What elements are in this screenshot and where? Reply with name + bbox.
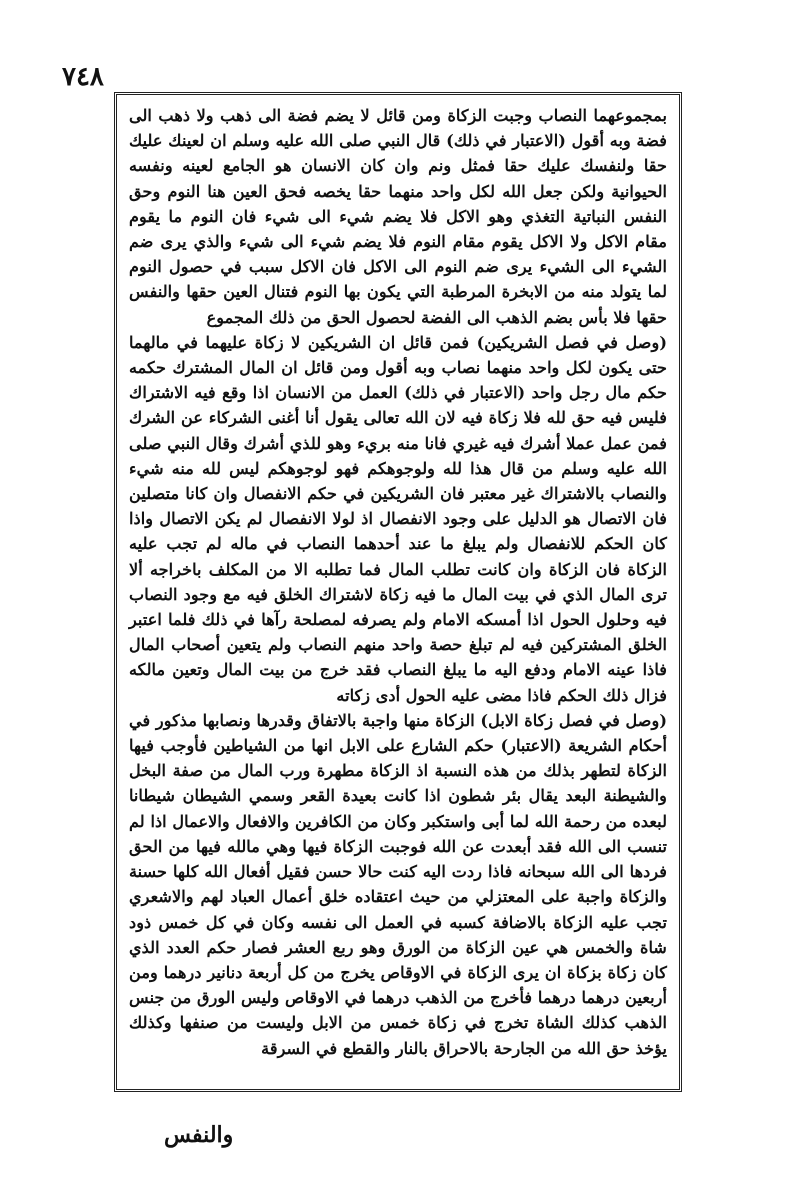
page-number: ٧٤٨ <box>62 62 104 92</box>
text-frame <box>114 92 682 1092</box>
paragraph-gold-silver: بمجموعهما النصاب وجبت الزكاة ومن قائل لا يضم فضة الى ذهب ولا ذهب الى فضة وبه أقول (الاعتبار في ذلك) قال النبي صلى الله عليه وسلم ان لعينك عليك حقا ولنفسك عليك حقا فمثل ونم وان كان الانسان هو الجامع لعينه ونفسه الحيوانية ولكن جعل الله لكل واحد منهما حقا يخصه فحق العين هنا النوم وحق النفس النباتية التغذي وهو الاكل فلا يضم شيء الى شيء فان النوم ما يقوم مقام الاكل ولا الاكل يقوم مقام النوم فلا يضم شيء الى شيء والذي يرى ضم الشيء الى الشيء يرى ضم النوم الى الاكل فان الاكل سبب في حصول النوم لما يتولد منه من الابخرة المرطبة التي يكون بها النوم فتنال العين حقها والنفس حقها فلا بأس بضم الذهب الى الفضة لحصول الحق من ذلك المجموع <box>129 106 667 327</box>
paragraph-camels-zakat: (وصل في فصل زكاة الابل) الزكاة منها واجبة بالاتفاق وقدرها ونصابها مذكور في أحكام الشريعة (الاعتبار) حكم الشارع على الابل انها من الشياطين فأوجب فيها الزكاة لتطهر بذلك من هذه النسبة اذ الزكاة مطهرة ورب المال من صفة البخل والشيطنة البعد يقال بئر شطون اذا كانت بعيدة القعر وسمي الشيطان شيطانا لبعده من رحمة الله لما أبى واستكبر وكان من الكافرين والافعال والاعمال اذا لم تنسب الى الله فقد أبعدت عن الله فوجبت الزكاة فيها وهي مالله فيها من الحق فردها الى الله سبحانه فاذا ردت اليه كنت حالا حسن فقيل أفعال الله كلها حسنة والزكاة واجبة على المعتزلي من حيث اعتقاده خلق أعمال العباد لهم والاشعري تجب عليه الزكاة بالاضافة كسبه في العمل الى نفسه وكان في كل خمس ذود شاة والخمس هي عين الزكاة من الورق وهو ربع العشر فصار حكم العدد الذي كان زكاة بزكاة ان يرى الزكاة في الاوقاص يخرج من كل أربعة دنانير درهما ومن أربعين درهما درهما فأخرج من الذهب درهما في الاوقاص وليس الورق من جنس الذهب كذلك الشاة تخرج في زكاة خمس من الابل وليست من صنفها وكذلك يؤخذ حق الله من الجارحة بالاحراق بالنار والقطع في السرقة <box>129 710 667 1058</box>
body-text <box>129 103 667 1061</box>
catchword: والنفس <box>164 1122 234 1148</box>
paragraph-partners: (وصل في فصل الشريكين) فمن قائل ان الشريكين لا زكاة عليهما في مالهما حتى يكون لكل واحد منهما نصاب وبه أقول ومن قائل ان المال المشترك حكمه حكم مال رجل واحد (الاعتبار في ذلك) العمل من الانسان اذا وقع فيه الاشتراك فليس فيه حق لله فلا زكاة فيه لان الله تعالى يقول أنا أغنى الشركاء عن الشرك فمن عمل عملا أشرك فيه غيري فانا منه بريء وهو للذي أشرك وقال النبي صلى الله عليه وسلم من قال هذا لله ولوجوهكم فهو لوجوهكم ليس لله منه شيء والنصاب بالاشتراك غير معتبر فان الشريكين في حكم الانفصال وان كانا متصلين فان الاتصال هو الدليل على وجود الانفصال اذ لولا الانفصال لم يكن الاتصال واذا كان الحكم للانفصال ولم يبلغ ما عند أحدهما النصاب في ماله لم تجب عليه الزكاة فان الزكاة وان كانت تطلب المال فما تطلبه الا من المكلف باخراجه ألا ترى المال الذي في بيت المال ما فيه زكاة لاشتراك الخلق فيه مع وجود النصاب فيه وحلول الحول اذا أمسكه الامام ولم يصرفه لمصلحة رآها في ذلك فلما اعتبر الخلق المشتركين فيه لم تبلغ حصة واحد منهم النصاب ولم يتعين أصحاب المال فاذا عينه الامام ودفع اليه ما يبلغ النصاب فقد خرج من بيت المال وتعين مالكه فزال ذلك الحكم فاذا مضى عليه الحول أدى زكاته <box>129 332 667 705</box>
